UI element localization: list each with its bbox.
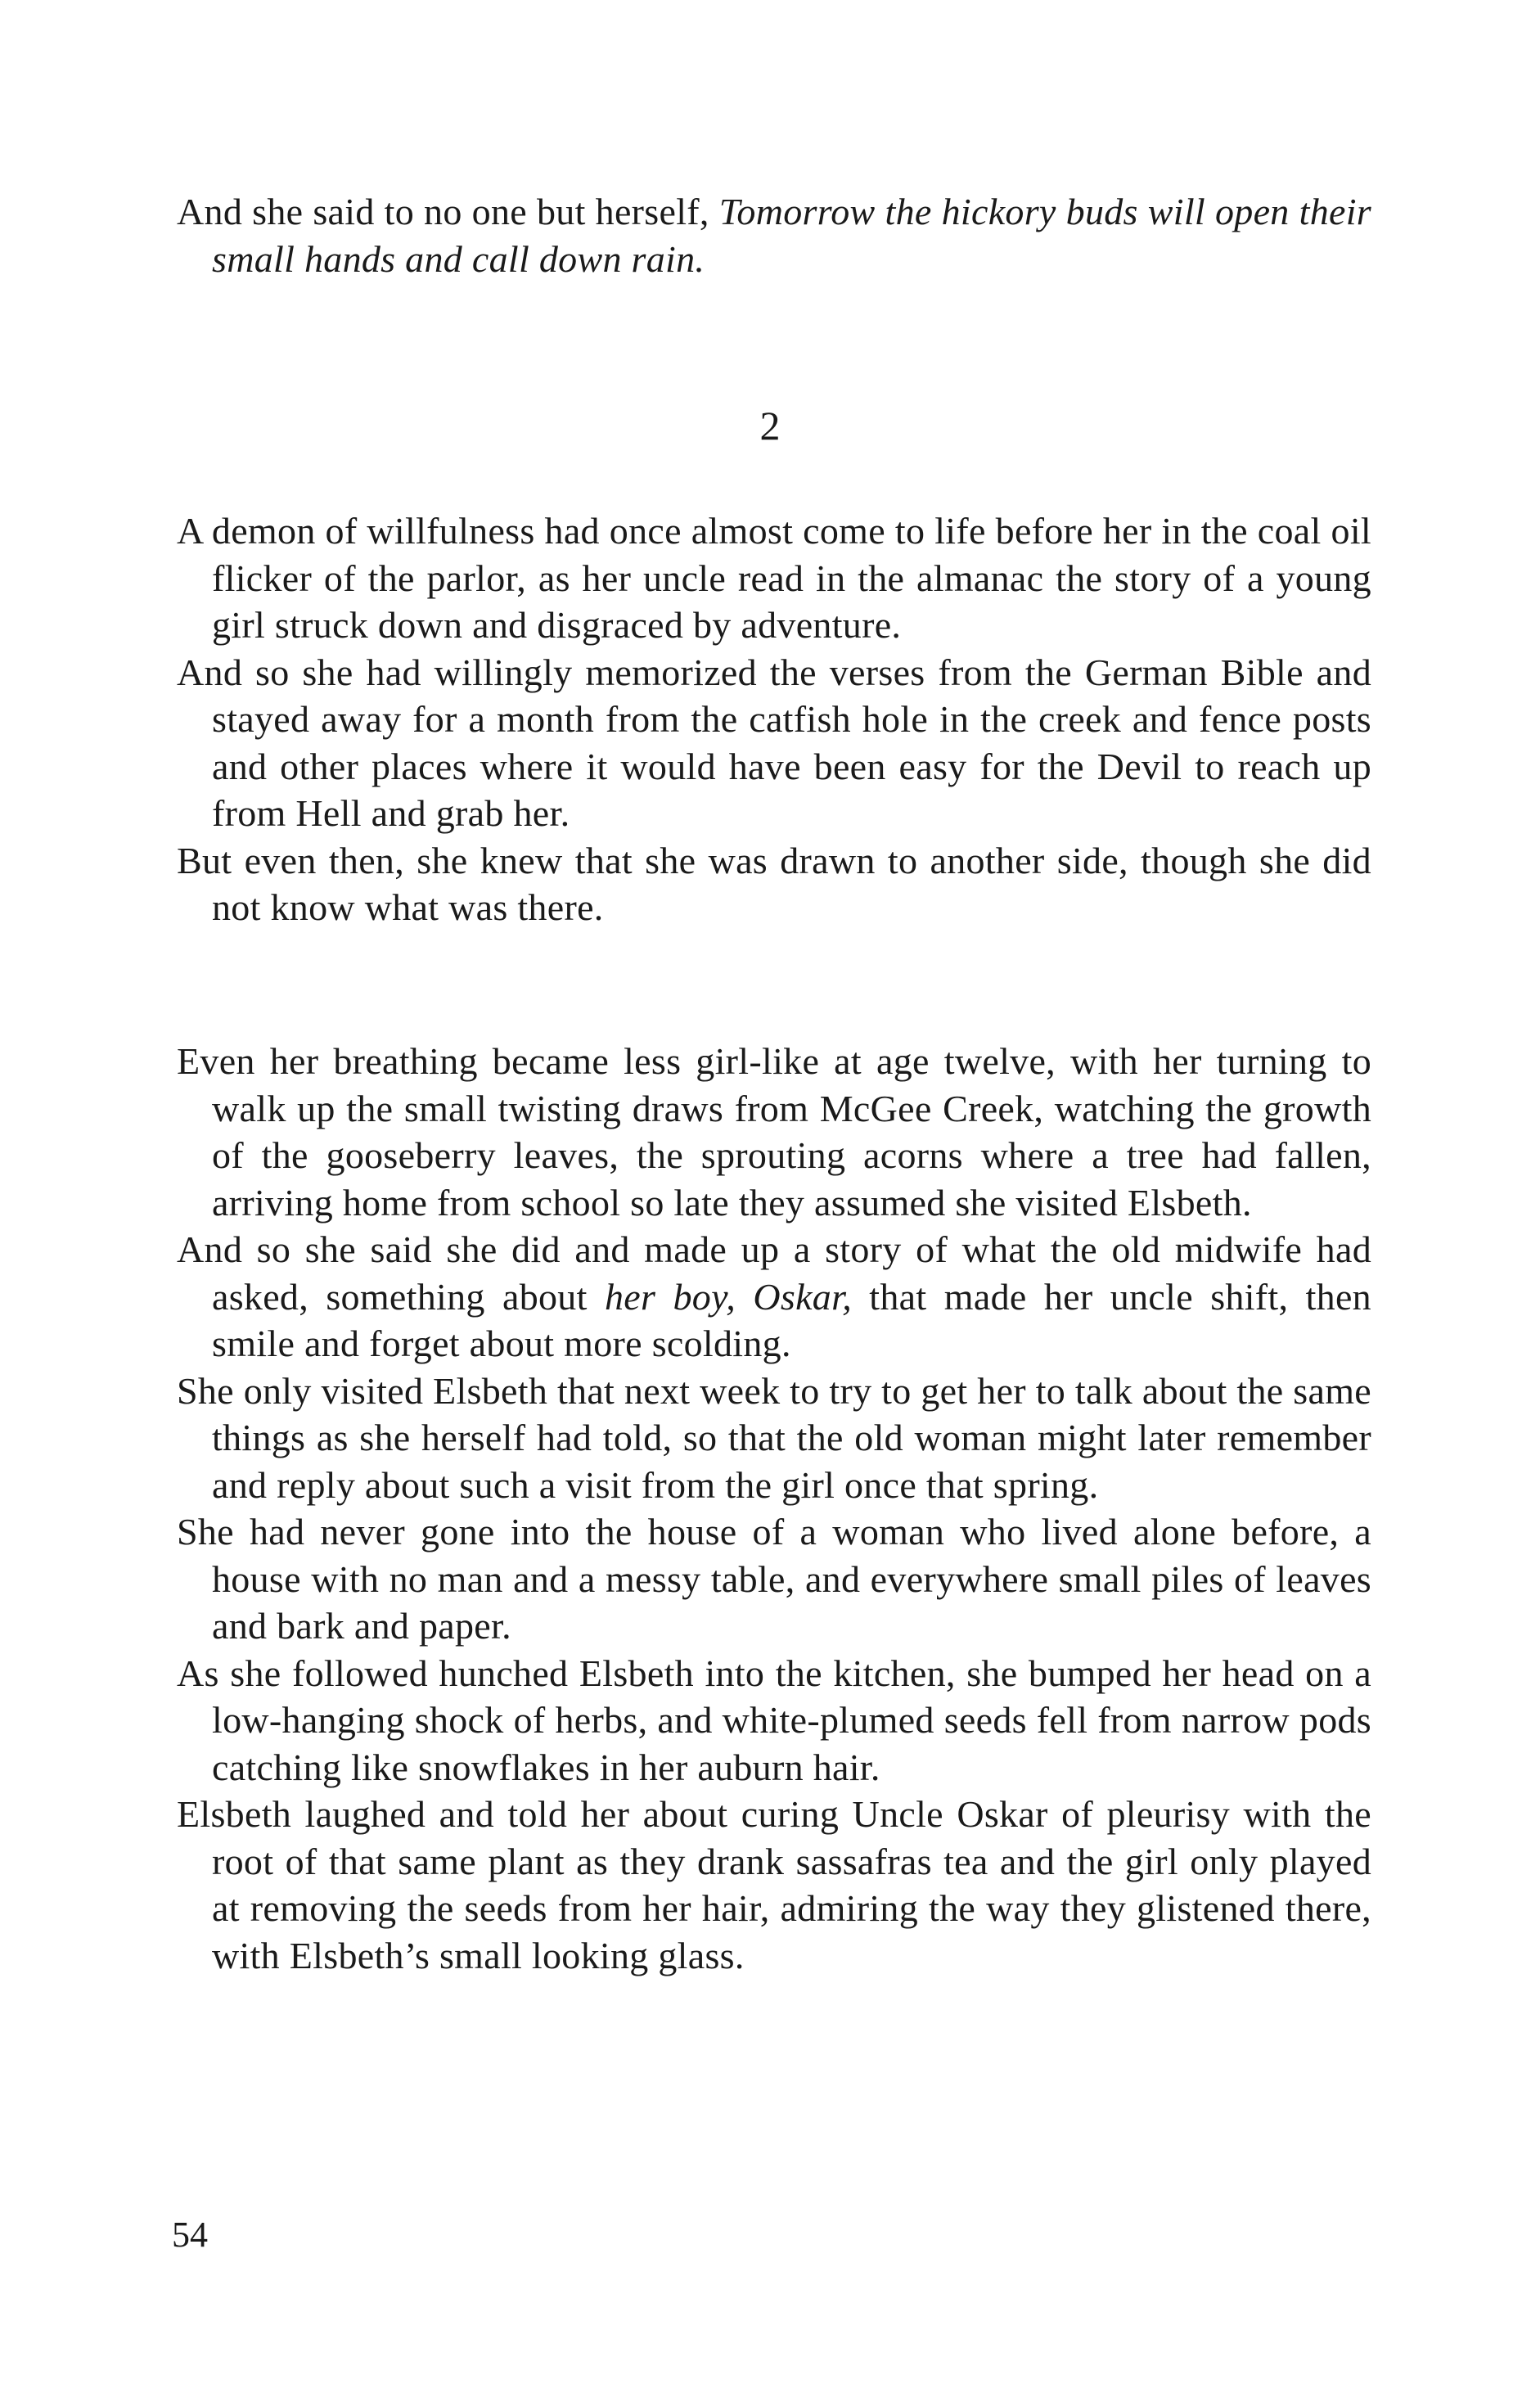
paragraph: Elsbeth laughed and told her about curing Uncle Oskar of pleurisy with the root of that same plant as they drank sassafras tea and the girl only played at removing the seeds from her hair, admiring the way they glistened there, with Elsbeth’s small looking glass. <box>177 1793 1371 1976</box>
paragraph: But even then, she knew that she was drawn to another side, though she did not know what was there. <box>177 839 1371 928</box>
italic-oskar: Oskar, <box>753 1275 853 1318</box>
page-number: 54 <box>172 2215 208 2255</box>
paragraph: As she followed hunched Elsbeth into the kitchen, she bumped her head on a low-hanging shock of herbs, and white-plumed seeds fell from narrow pods catching like snowflakes in her auburn hair. <box>177 1652 1371 1788</box>
paragraph: She only visited Elsbeth that next week to try to get her to talk about the same things as she herself had told, so that the old woman might later remember and reply about such a visit from the girl once that spring. <box>177 1369 1371 1506</box>
paragraph: And so she had willingly memorized the verses from the German Bible and stayed away for a month from the catfish hole in the creek and fence posts and other places where it would have been easy for the Devil to reach up from Hell and grab her. <box>177 651 1371 834</box>
section-a-passage <box>177 507 1371 931</box>
paragraph-text: And so she said she did and made up a story of what the old midwife had asked, something about <box>177 1228 1371 1318</box>
intro-passage <box>177 188 1371 282</box>
paragraph <box>177 1226 1371 1368</box>
intro-italic-text: Tomorrow the hickory buds will open their small hands and call down rain. <box>212 191 1371 280</box>
paragraph-text: that made her uncle shift, then smile and forget about more scolding. <box>212 1275 1371 1364</box>
paragraph: A demon of willfulness had once almost come to life before her in the coal oil flicker of the parlor, as her uncle read in the almanac the story of a young girl struck down and disgraced by adventure. <box>177 510 1371 646</box>
section-number: 2 <box>759 403 781 448</box>
section-b-passage <box>177 1038 1371 1979</box>
intro-paragraph <box>177 188 1371 282</box>
paragraph: Even her breathing became less girl-like at age twelve, with her turning to walk up the small twisting draws from McGee Creek, watching the growth of the gooseberry leaves, the sprouting acorns where a tree had fallen, arriving home from school so late they assumed she visited Elsbeth. <box>177 1040 1371 1224</box>
italic-her-boy: her boy, <box>604 1275 736 1318</box>
intro-text: And she said to no one but herself, <box>177 191 719 232</box>
paragraph: She had never gone into the house of a woman who lived alone before, a house with no man and a messy table, and everywhere small piles of leaves and bark and paper. <box>177 1511 1371 1647</box>
